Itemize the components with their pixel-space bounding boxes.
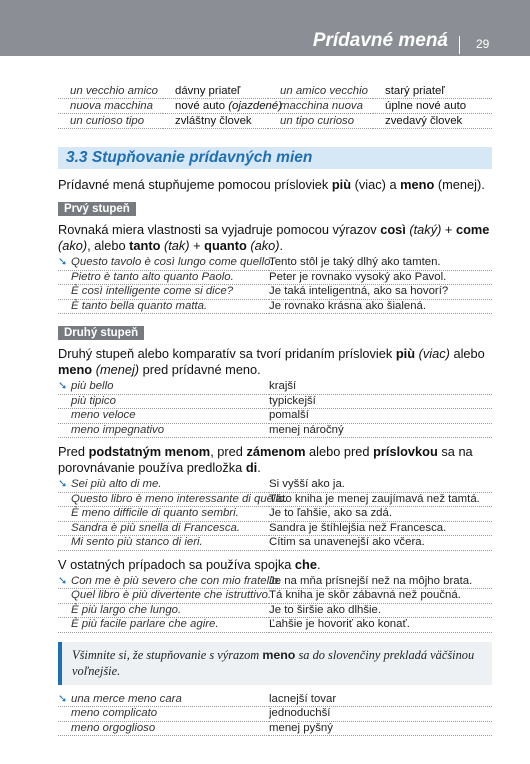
example-slovak: Táto kniha je menej zaujímavá než tamtá. [269,493,492,508]
keyword: così [380,222,406,237]
keyword: quanto [204,238,247,253]
example-slovak: Ľahšie je hovoriť ako konať. [269,618,492,633]
example-italian: È così intelligente come si dice? [58,285,269,300]
arrow-down-right-icon: ➘ [58,256,68,268]
gloss: (ako) [58,238,88,253]
vocab-cell: dávny priateľ [163,84,268,99]
example-row [58,722,492,737]
example-italian: È meno difficile di quanto sembri. [58,507,269,522]
second-degree-tag-wrap [58,314,492,346]
gloss: (viac) [415,346,450,361]
example-italian: Sei più alto di me. [58,478,269,493]
example-slovak: krajší [269,380,492,395]
example-list [58,256,492,314]
text: sa na porovnávanie používa predložka [58,444,473,475]
header-divider [459,36,460,54]
arrow-down-right-icon: ➘ [58,478,68,490]
example-slovak: Je rovnako krásna ako šialená. [269,300,492,315]
page-header [0,0,530,56]
chapter-title: Prídavné mená [312,30,448,51]
keyword: príslovkou [373,444,438,459]
vocab-cell [163,99,283,114]
gloss: (ako) [246,238,280,253]
example-row [58,285,492,300]
example-slovak: Je taká inteligentná, ako sa hovorí? [269,285,492,300]
vocab-cell: un tipo curioso [268,114,373,129]
text: pred prídavné meno. [139,362,261,377]
example-row [58,604,492,619]
example-slovak: typickejší [269,395,492,410]
vocab-note: (ojazdené) [228,100,283,112]
text: + [441,222,456,237]
example-italian: Pietro è tanto alto quanto Paolo. [58,271,269,286]
example-slovak: Cítim sa unavenejší ako včera. [269,536,492,551]
example-italian: Questo libro è meno interessante di quello. [58,493,269,508]
vocab-cell: úplne nové auto [373,99,492,114]
text: Všimnite si, že stupňovanie s výrazom [72,647,263,662]
keyword: più [331,177,352,192]
first-degree-paragraph [58,222,492,254]
vocab-text: nové auto [175,100,229,112]
example-slovak: Si vyšší ako ja. [269,478,492,493]
example-slovak: Peter je rovnako vysoký ako Pavol. [269,271,492,286]
example-row [58,693,492,708]
example-row [58,707,492,722]
example-italian: Sandra è più snella di Francesca. [58,522,269,537]
example-row [58,493,492,508]
keyword: meno [58,362,93,377]
second-degree-paragraph [58,346,492,378]
example-italian: Con me è più severo che con mio fratello. [58,575,269,590]
arrow-down-right-icon: ➘ [58,692,68,705]
example-row [58,300,492,315]
vocab-cell: un vecchio amico [58,84,163,99]
second-degree-tag: Druhý stupeň [58,326,144,340]
vocab-cell: macchina nuova [268,99,373,114]
gloss: (tak) [160,238,190,253]
example-list [58,478,492,551]
text: Pred [58,444,89,459]
text: . [316,556,321,572]
example-italian: meno complicato [58,707,269,722]
example-row [58,380,492,395]
keyword: podstatným menom [88,444,211,459]
example-row [58,395,492,410]
example-slovak: Je na mňa prísnejší než na môjho brata. [269,575,492,590]
text: sa do slovenčiny prekladá väčšinou voľnejšie. [72,647,475,678]
text: alebo pred [305,444,374,459]
example-row [58,256,492,271]
text: , alebo [87,238,130,253]
text: alebo [449,346,485,361]
example-list [58,380,492,438]
keyword: come [455,222,490,237]
note-box [58,642,492,685]
vocab-cell: starý priateľ [373,84,492,99]
example-row [58,478,492,493]
example-row [58,271,492,286]
arrow-down-right-icon: ➘ [58,380,68,392]
page-content [58,84,492,736]
example-italian: È più facile parlare che agire. [58,618,269,633]
text: (viac) a [351,177,401,192]
text: . [279,238,284,253]
example-slovak: Je to ľahšie, ako sa zdá. [269,507,492,522]
example-slovak: Sandra je štíhlejšia než Francesca. [269,522,492,537]
example-row [58,575,492,590]
intro-paragraph [58,177,492,193]
keyword: più [395,346,416,361]
preposition-paragraph [58,444,492,476]
page-number: 29 [476,37,490,51]
example-list [58,575,492,633]
example-italian: meno orgoglioso [58,722,269,737]
first-degree-tag: Prvý stupeň [58,202,136,216]
text: (menej). [434,177,485,192]
text: . [257,460,261,475]
example-row [58,424,492,439]
vocab-cell: zvláštny človek [163,114,268,129]
keyword: meno [262,647,296,662]
example-row [58,522,492,537]
example-italian: più tipico [58,395,269,410]
example-italian: meno veloce [58,409,269,424]
section-heading: 3.3 Stupňovanie prídavných mien [58,147,492,169]
example-slovak: menej náročný [269,424,492,439]
keyword: zámenom [246,444,306,459]
example-slovak: Tá kniha je skôr zábavná než poučná. [269,589,492,604]
example-italian: È tanto bella quanto matta. [58,300,269,315]
arrow-down-right-icon: ➘ [58,574,68,587]
example-row [58,536,492,551]
keyword: di [245,460,258,475]
example-italian: meno impegnativo [58,424,269,439]
conjunction-paragraph [58,557,492,573]
example-slovak: menej pyšný [269,722,492,737]
gloss: (taký) [405,222,442,237]
keyword: meno [400,177,435,192]
first-degree-tag-wrap [58,193,492,222]
text: V ostatných prípadoch sa používa spojka [58,556,295,572]
example-italian: Questo tavolo è così lungo come quello. [58,256,269,271]
example-row [58,507,492,522]
example-slovak: jednoduchší [269,707,492,722]
vocab-cell: un curioso tipo [58,114,163,129]
text: + [189,238,205,253]
example-italian: Quel libro è più divertente che istruttivo. [58,589,269,604]
example-italian: È più largo che lungo. [58,604,269,619]
text: , pred [210,444,247,459]
example-slovak: lacnejší tovar [269,693,492,708]
example-row [58,409,492,424]
keyword: tanto [129,238,161,253]
text: Druhý stupeň alebo komparatív sa tvorí pridaním prísloviek [58,346,396,361]
example-italian: più bello [58,380,269,395]
vocab-table [58,84,492,129]
example-slovak: pomalší [269,409,492,424]
example-italian: una merce meno cara [58,693,269,708]
text: Rovnaká miera vlastnosti sa vyjadruje pomocou výrazov [58,222,381,237]
vocab-cell: nuova macchina [58,99,163,114]
example-slovak: Je to širšie ako dlhšie. [269,604,492,619]
example-slovak: Tento stôl je taký dlhý ako tamten. [269,256,492,271]
gloss: (menej) [92,362,140,377]
text: Prídavné mená stupňujeme pomocou prísloviek [58,177,332,192]
vocab-cell: zvedavý človek [373,114,492,129]
example-row [58,589,492,604]
example-list [58,693,492,737]
vocab-cell: un amico vecchio [268,84,373,99]
keyword: che [294,556,317,572]
example-row [58,618,492,633]
example-italian: Mi sento più stanco di ieri. [58,536,269,551]
